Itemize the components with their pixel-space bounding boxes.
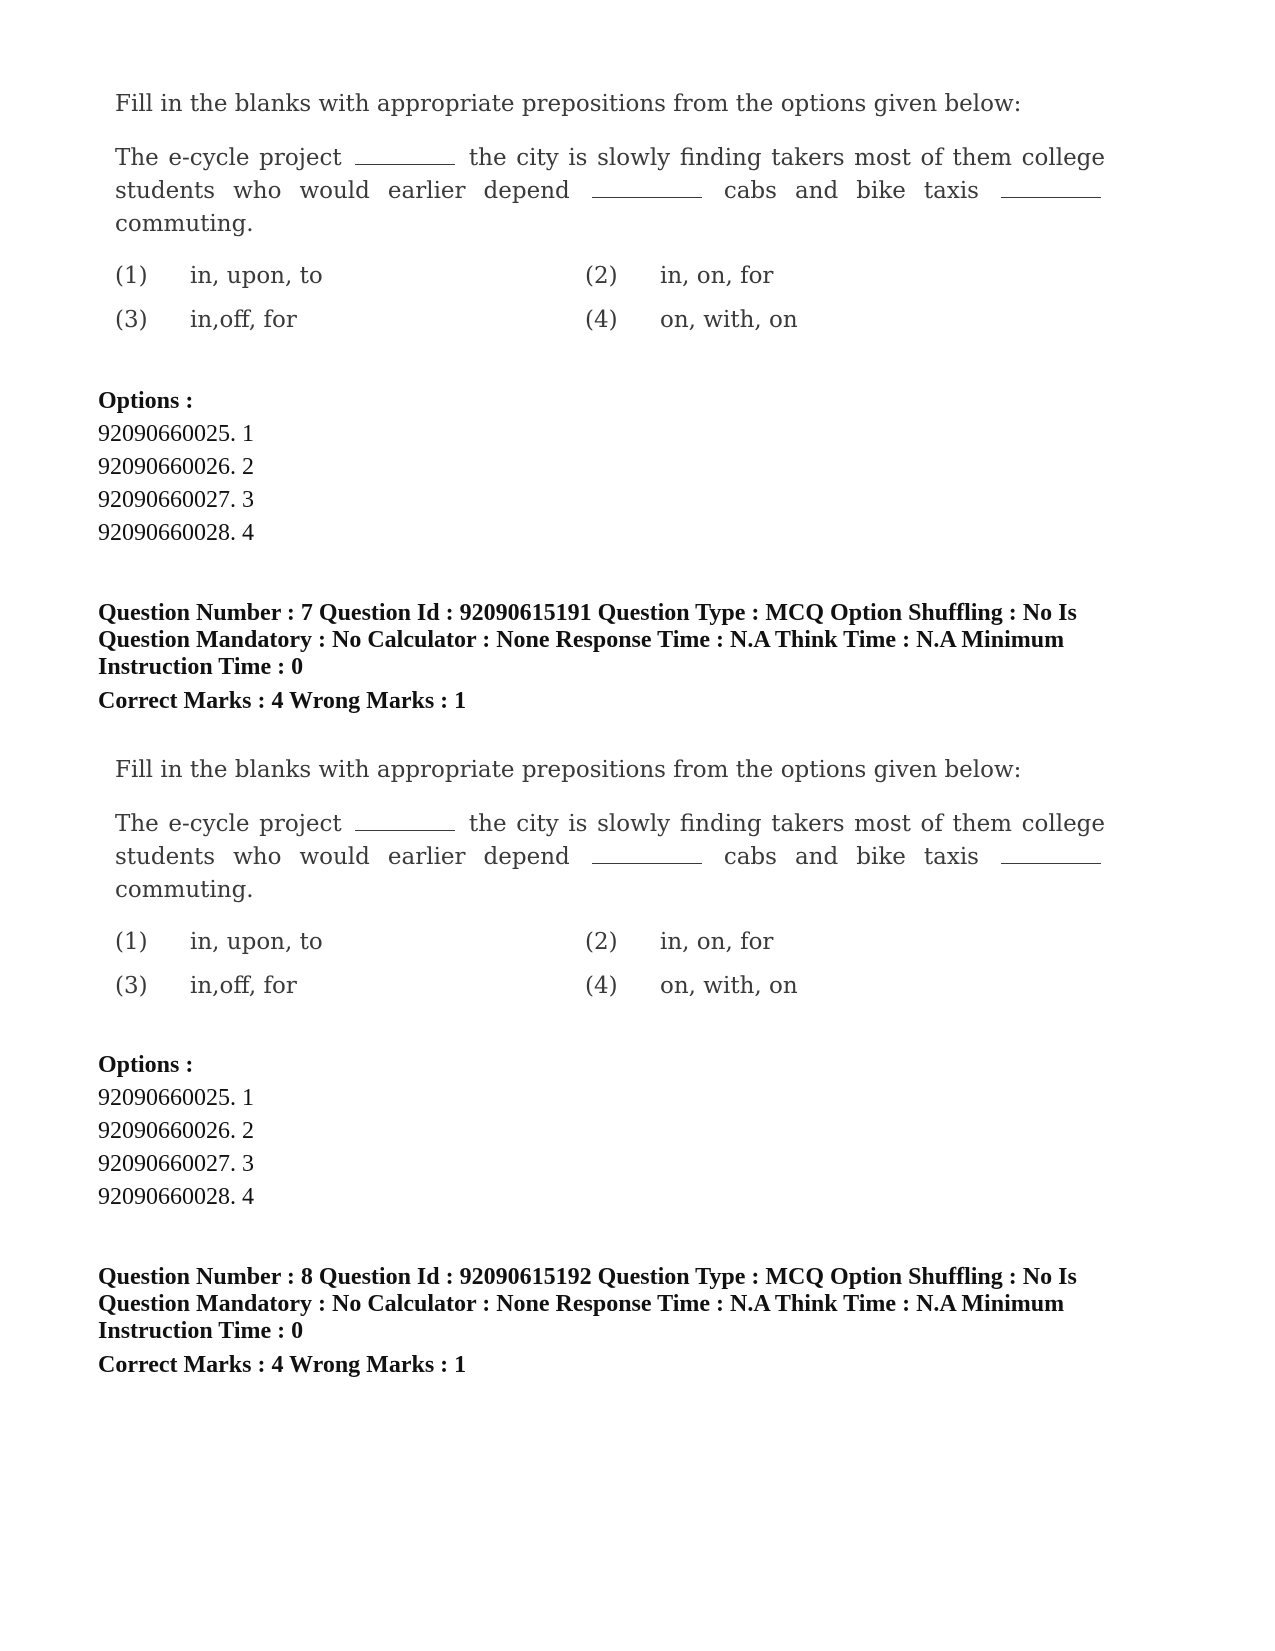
question-marks: Correct Marks : 4 Wrong Marks : 1 bbox=[98, 688, 467, 714]
answer-choice bbox=[115, 259, 585, 293]
choice-text: on, with, on bbox=[660, 307, 798, 333]
question-info-line: Instruction Time : 0 bbox=[98, 1318, 304, 1344]
question-passage bbox=[115, 808, 1105, 907]
answer-choice bbox=[585, 303, 1055, 337]
choice-text: in, upon, to bbox=[190, 929, 323, 955]
fill-blank bbox=[355, 146, 455, 165]
passage-text: The e-cycle project bbox=[115, 145, 342, 171]
option-item: 92090660026. 2 bbox=[98, 1118, 254, 1144]
question-image bbox=[115, 88, 1105, 337]
answer-choice bbox=[585, 969, 1055, 1003]
passage-text: cabs and bike taxis bbox=[723, 844, 979, 870]
options-list bbox=[98, 1082, 1188, 1214]
passage-text: the city is slowly finding takers most of them college students who would earlier depend bbox=[115, 145, 1106, 204]
answer-choice bbox=[115, 969, 585, 1003]
options-section bbox=[98, 385, 1188, 550]
question-header bbox=[98, 1264, 1188, 1382]
answer-choice bbox=[115, 303, 585, 337]
option-item: 92090660026. 2 bbox=[98, 454, 254, 480]
options-section bbox=[98, 1049, 1188, 1214]
fill-blank bbox=[592, 845, 702, 864]
answer-choice bbox=[585, 259, 1055, 293]
choice-number: (3) bbox=[115, 973, 148, 999]
option-item: 92090660027. 3 bbox=[98, 487, 254, 513]
choice-number: (4) bbox=[585, 973, 618, 999]
question-info-line: Question Number : 8 Question Id : 92090615192 Question Type : MCQ Option Shuffling : No Is bbox=[98, 1264, 1077, 1290]
passage-text: the city is slowly finding takers most of them college students who would earlier depend bbox=[115, 811, 1106, 870]
question-info-line: Instruction Time : 0 bbox=[98, 654, 304, 680]
question-info-line: Question Mandatory : No Calculator : None Response Time : N.A Think Time : N.A Minimum bbox=[98, 627, 1065, 653]
passage-text: commuting. bbox=[115, 211, 254, 237]
choice-text: in, on, for bbox=[660, 929, 774, 955]
choice-text: in,off, for bbox=[190, 307, 297, 333]
question-header bbox=[98, 600, 1188, 718]
choice-number: (1) bbox=[115, 929, 148, 955]
question-image bbox=[115, 754, 1105, 1003]
question-marks: Correct Marks : 4 Wrong Marks : 1 bbox=[98, 1352, 467, 1378]
answer-choice bbox=[115, 925, 585, 959]
fill-blank bbox=[592, 179, 702, 198]
choice-text: in, on, for bbox=[660, 263, 774, 289]
option-item: 92090660027. 3 bbox=[98, 1151, 254, 1177]
question-info-line: Question Mandatory : No Calculator : None Response Time : N.A Think Time : N.A Minimum bbox=[98, 1291, 1065, 1317]
options-list bbox=[98, 418, 1188, 550]
answer-choices bbox=[115, 259, 1105, 337]
option-item: 92090660028. 4 bbox=[98, 520, 254, 546]
choice-number: (3) bbox=[115, 307, 148, 333]
question-instruction: Fill in the blanks with appropriate prepositions from the options given below: bbox=[115, 91, 1022, 117]
passage-text: The e-cycle project bbox=[115, 811, 342, 837]
question-info bbox=[98, 1264, 1188, 1345]
choice-number: (2) bbox=[585, 929, 618, 955]
choice-number: (2) bbox=[585, 263, 618, 289]
options-heading: Options : bbox=[98, 388, 194, 414]
answer-choices bbox=[115, 925, 1105, 1003]
option-item: 92090660025. 1 bbox=[98, 421, 254, 447]
question-passage bbox=[115, 142, 1105, 241]
fill-blank bbox=[1001, 179, 1101, 198]
passage-text: cabs and bike taxis bbox=[723, 178, 979, 204]
choice-text: in, upon, to bbox=[190, 263, 323, 289]
options-heading: Options : bbox=[98, 1052, 194, 1078]
choice-text: in,off, for bbox=[190, 973, 297, 999]
fill-blank bbox=[355, 812, 455, 831]
option-item: 92090660025. 1 bbox=[98, 1085, 254, 1111]
choice-number: (4) bbox=[585, 307, 618, 333]
answer-choice bbox=[585, 925, 1055, 959]
option-item: 92090660028. 4 bbox=[98, 1184, 254, 1210]
question-info bbox=[98, 600, 1188, 681]
question-info-line: Question Number : 7 Question Id : 92090615191 Question Type : MCQ Option Shuffling : No Is bbox=[98, 600, 1077, 626]
passage-text: commuting. bbox=[115, 877, 254, 903]
choice-number: (1) bbox=[115, 263, 148, 289]
choice-text: on, with, on bbox=[660, 973, 798, 999]
fill-blank bbox=[1001, 845, 1101, 864]
question-instruction: Fill in the blanks with appropriate prepositions from the options given below: bbox=[115, 757, 1022, 783]
